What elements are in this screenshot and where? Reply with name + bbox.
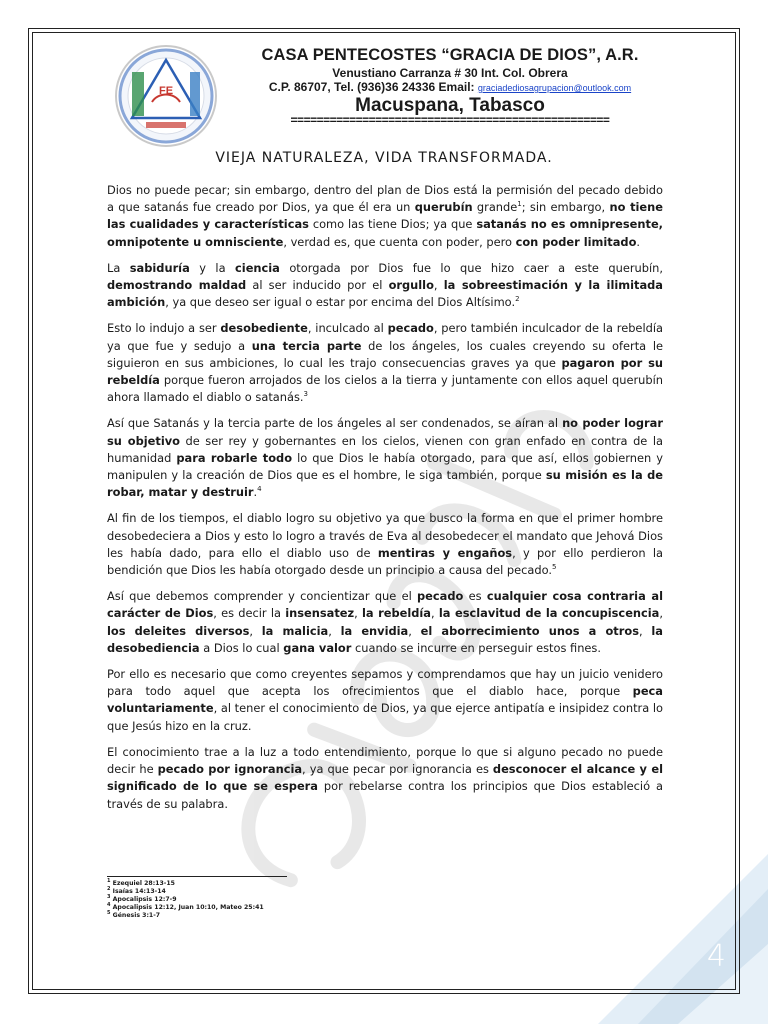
footnote-text: Ezequiel 28:13-15 — [110, 880, 175, 887]
text-run: al ser inducido por el — [246, 278, 389, 293]
text-run: . — [253, 485, 258, 500]
emphasis-text: la sobreestimación y la ilimitada ambición — [107, 278, 663, 310]
address-line-1: Venustiano Carranza # 30 Int. Col. Obrera — [332, 66, 568, 80]
footnotes — [107, 877, 407, 920]
text-run: por rebelarse contra los principios que Dios estableció a través de su palabra. — [107, 779, 663, 811]
text-run: es — [463, 589, 487, 604]
footnote-number: 3 — [107, 893, 111, 900]
footnote-ref: 1 — [517, 200, 522, 209]
emphasis-text: los deleites diversos — [107, 623, 250, 638]
emphasis-text: la desobediencia — [107, 623, 663, 655]
emphasis-text: peca voluntariamente — [107, 684, 663, 716]
footnote-item — [107, 909, 407, 920]
text-run: , ya que pecar por ignorancia es — [302, 762, 493, 777]
footnote-ref: 3 — [303, 390, 308, 399]
emphasis-text: ciencia — [235, 260, 280, 275]
emphasis-text: no poder lograr su objetivo — [107, 416, 663, 448]
footnote-ref: 2 — [515, 295, 520, 304]
text-run: , y por ello perdieron la bendición que Dios les había otorgado desde un principio a causa del pecado. — [107, 545, 663, 578]
text-run: , pero también inculcador de la rebeldía ya que fue y sedujo a — [107, 321, 663, 353]
emphasis-text: desconocer el alcance y el significado de lo que se espera — [107, 762, 663, 794]
emphasis-text: mentiras y engaños — [377, 545, 513, 560]
footnote-number: 5 — [107, 909, 111, 916]
text-run: Esto lo indujo a ser — [107, 321, 221, 336]
footnote-text: Apocalipsis 12:7-9 — [110, 896, 177, 903]
emphasis-text: gana valor — [283, 640, 352, 655]
emphasis-text: su misión es la de robar, matar y destruir — [107, 468, 663, 500]
text-run: , ya que deseo ser igual o estar por encima del Dios Altísimo. — [165, 295, 516, 310]
text-run: ; sin embargo, — [521, 200, 610, 215]
church-logo — [112, 42, 220, 150]
emphasis-text: pecado — [417, 589, 464, 604]
text-run: Por ello es necesario que como creyentes sepamos y comprendamos que hay un juicio venidero para todo aquel que acepta los ofrecimientos que el diablo hace, porque — [107, 667, 663, 699]
text-run: y la — [189, 260, 236, 275]
header-rule: ================================================= — [290, 113, 610, 127]
paragraph — [107, 510, 663, 579]
document-title: VIEJA NATURALEZA, VIDA TRANSFORMADA. — [215, 150, 553, 166]
paragraph — [107, 260, 663, 312]
text-run: porque fueron arrojados de los cielos a la tierra y juntamente con ellos aquel querubín ahora llamado el diablo o satanás. — [107, 373, 663, 405]
text-run: La — [107, 260, 130, 275]
emphasis-text: orgullo — [388, 278, 434, 293]
text-run: , — [659, 606, 663, 621]
footnote-item — [107, 893, 407, 904]
paragraph — [107, 666, 663, 735]
emphasis-text: el aborrecimiento unos a otros — [420, 623, 639, 638]
text-run: de ser rey y gobernantes en los cielos, vienen con gran enfado en contra de la humanidad — [107, 433, 663, 465]
organization-name: CASA PENTECOSTES “GRACIA DE DIOS”, A.R. — [261, 46, 639, 64]
emphasis-text: demostrando maldad — [107, 278, 247, 293]
footnote-text: Génesis 3:1-7 — [110, 912, 161, 919]
footnote-item — [107, 877, 407, 888]
paragraph — [107, 182, 663, 251]
text-run: . — [636, 234, 641, 249]
text-run: cuando se incurre en perseguir estos fines. — [351, 640, 601, 655]
text-run: , inculcado al — [307, 321, 388, 336]
letterhead — [230, 46, 670, 127]
text-run: de los ángeles, los cuales creyendo su oferta le siguieron en sus ambiciones, lo cual les trajo consecuencias graves ya que — [107, 338, 663, 370]
paragraph — [107, 415, 663, 501]
text-run: , al tener el conocimiento de Dios, ya que ejerce antipatía e insipidez contra lo que Jesús hizo en la cruz. — [107, 701, 663, 733]
footnote-number: 1 — [107, 877, 111, 884]
text-run: , es decir la — [213, 606, 286, 621]
emphasis-text: insensatez — [285, 606, 355, 621]
footnote-separator — [107, 876, 287, 877]
address-line-2 — [230, 80, 670, 94]
text-run: otorgada por Dios fue lo que hizo caer a este querubín, — [279, 260, 663, 275]
emphasis-text: querubín — [414, 200, 473, 215]
text-run: lo que Dios le había otorgado, para que así, ellos gobiernen y manipulen y la creación de Dios que es el hombre, le siga también, porque — [107, 450, 663, 483]
text-run: Al fin de los tiempos, el diablo logro su objetivo ya que busco la forma en que el primer hombre desobedeciera a Dios y esto lo logro a través de Eva al desobedecer el mandato que Jehová Dios les había dado, para ello el diablo uso de — [107, 511, 663, 560]
emphasis-text: desobediente — [220, 321, 308, 336]
paragraph — [107, 588, 663, 657]
emphasis-text: pagaron por su rebeldía — [107, 355, 663, 388]
text-run: , — [328, 623, 341, 638]
paragraph — [107, 744, 663, 813]
emphasis-text: la envidia — [340, 623, 409, 638]
logo-text: FE — [158, 85, 174, 97]
page-number: 4 — [706, 939, 726, 974]
emphasis-text: no tiene las cualidades y características — [107, 200, 663, 232]
emphasis-text: para robarle todo — [176, 450, 293, 465]
emphasis-text: una tercia parte — [251, 338, 362, 353]
paragraph — [107, 320, 663, 406]
text-run: , — [408, 623, 421, 638]
emphasis-text: cualquier cosa contraria al carácter de Dios — [107, 589, 664, 621]
footnote-text: Isaías 14:13-14 — [110, 888, 166, 895]
text-run: Dios no puede pecar; sin embargo, dentro del plan de Dios está la permisión del pecado debido a que satanás fue creado por Dios, ya que él era un — [107, 183, 663, 215]
text-run: , — [431, 606, 439, 621]
text-run: Así que Satanás y la tercia parte de los ángeles al ser condenados, se aíran al — [107, 416, 563, 431]
text-run: El conocimiento trae a la luz a todo entendimiento, porque lo que si alguno pecado no puede decir he — [107, 744, 663, 777]
text-run: Así que debemos comprender y concientizar que el — [107, 589, 418, 604]
text-run: , — [433, 278, 444, 293]
text-run: , — [249, 623, 262, 638]
emphasis-text: la esclavitud de la concupiscencia — [438, 606, 660, 621]
emphasis-text: la malicia — [261, 623, 329, 638]
emphasis-text: sabiduría — [129, 260, 190, 275]
text-run: grande — [472, 200, 518, 215]
text-run: como las tiene Dios; ya que — [308, 217, 477, 232]
emphasis-text: pecado por ignorancia — [157, 762, 303, 777]
footnote-ref: 4 — [257, 485, 262, 494]
emphasis-text: con poder limitado — [515, 234, 637, 249]
footnote-number: 4 — [107, 901, 111, 908]
text-run: , verdad es, que cuenta con poder, pero — [283, 234, 516, 249]
address-contact: C.P. 86707, Tel. (936)36 24336 Email: — [268, 80, 475, 94]
footnote-number: 2 — [107, 885, 111, 892]
footnote-item — [107, 885, 407, 896]
city-name: Macuspana, Tabasco — [355, 95, 545, 116]
document-body — [107, 182, 663, 822]
email-link[interactable]: graciadediosagrupacion@outlook.com — [477, 83, 632, 93]
emphasis-text: satanás no es omnipresente, omnipotente u omnisciente — [107, 217, 663, 249]
emphasis-text: la rebeldía — [361, 606, 431, 621]
emphasis-text: pecado — [387, 321, 434, 336]
text-run: , — [354, 606, 362, 621]
footnote-text: Apocalipsis 12:12, Juan 10:10, Mateo 25:41 — [110, 904, 264, 911]
footnote-ref: 5 — [552, 563, 557, 572]
text-run: a Dios lo cual — [199, 640, 284, 655]
footnote-item — [107, 901, 407, 912]
text-run: , — [638, 623, 652, 638]
